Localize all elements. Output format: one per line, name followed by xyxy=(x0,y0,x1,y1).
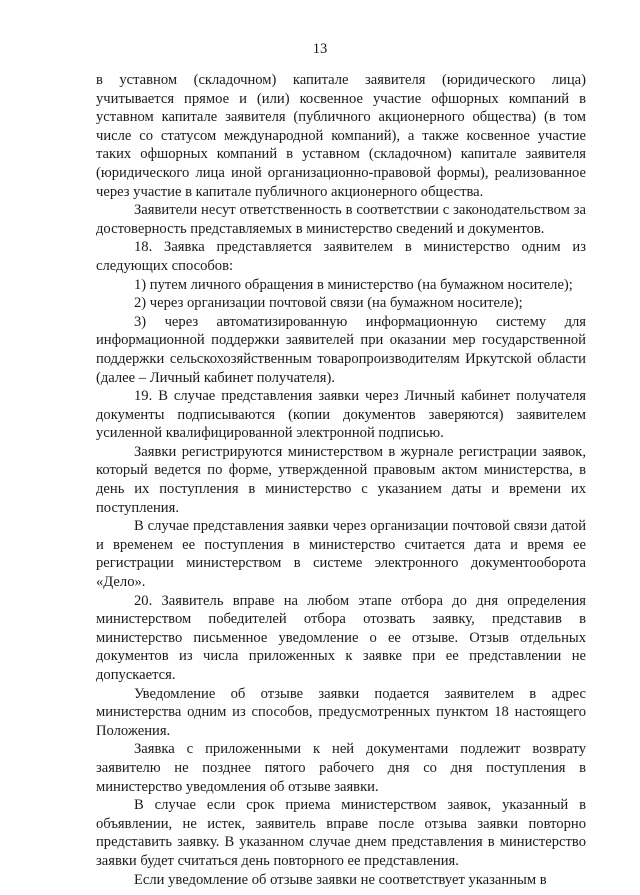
paragraph-application-return: Заявка с приложенными к ней документами подлежит возврату заявителю не позднее пятого рабочего дня со дня поступления в министерство уведомления об отзыве заявки. xyxy=(96,741,586,795)
paragraph-clause-20: 20. Заявитель вправе на любом этапе отбора до дня определения министерством победителей отбора отозвать заявку, представив в министерство письменное уведомление о ее отзыве. Отзыв отдельных документов из числа приложенных к заявке при ее представлении не допускается. xyxy=(96,592,586,683)
paragraph-resubmission: В случае если срок приема министерством заявок, указанный в объявлении, не истек, заявитель вправе после отзыва заявки повторно представить заявку. В указанном случае днем представления в министерство заявки будет считаться день повторного ее представления. xyxy=(96,797,586,869)
list-item-method-3: 3) через автоматизированную информационную систему для информационной поддержки заявителей при оказании мер государственной поддержки сельскохозяйственным товаропроизводителям Иркутской области (далее – Личный кабинет получателя). xyxy=(96,313,586,386)
paragraph-registration: Заявки регистрируются министерством в журнале регистрации заявок, который ведется по форме, утвержденной правовым актом министерства, в день их поступления в министерство с указанием даты и времени их поступления. xyxy=(96,443,586,516)
paragraph-applicant-responsibility: Заявители несут ответственность в соответствии с законодательством за достоверность представляемых в министерство сведений и документов. xyxy=(96,202,586,237)
paragraph-postal-submission: В случае представления заявки через организации почтовой связи датой и временем ее поступления в министерство считается дата и время ее регистрации министерством в системе электронного документооборота «Дело». xyxy=(96,518,586,591)
body-text xyxy=(96,71,586,889)
list-item-method-1: 1) путем личного обращения в министерство (на бумажном носителе); xyxy=(134,276,573,293)
paragraph-offshore-participation: в уставном (складочном) капитале заявителя (юридического лица) учитывается прямое и (или) косвенное участие офшорных компаний в уставном капитале заявителя (публичного акционерного общества) (в том числе со статусом международной компаний), а также косвенное участие таких офшорных компаний в уставном (складочном) капитале заявителя (юридического лица иной организационно-правовой формы), реализованное через участие в капитале публичного акционерного общества. xyxy=(96,72,586,200)
paragraph-clause-18: 18. Заявка представляется заявителем в министерство одним из следующих способов: xyxy=(96,239,586,274)
page-number: 13 xyxy=(312,41,328,57)
paragraph-notice-mismatch: Если уведомление об отзыве заявки не соответствует указанным в xyxy=(134,871,547,888)
paragraph-clause-19: 19. В случае представления заявки через Личный кабинет получателя документы подписываются (копии документов заверяются) заявителем усиленной квалифицированной электронной подписью. xyxy=(96,388,586,442)
paragraph-withdrawal-notice: Уведомление об отзыве заявки подается заявителем в адрес министерства одним из способов, предусмотренных пунктом 18 настоящего Положения. xyxy=(96,685,586,739)
list-item-method-2: 2) через организации почтовой связи (на бумажном носителе); xyxy=(134,295,523,312)
